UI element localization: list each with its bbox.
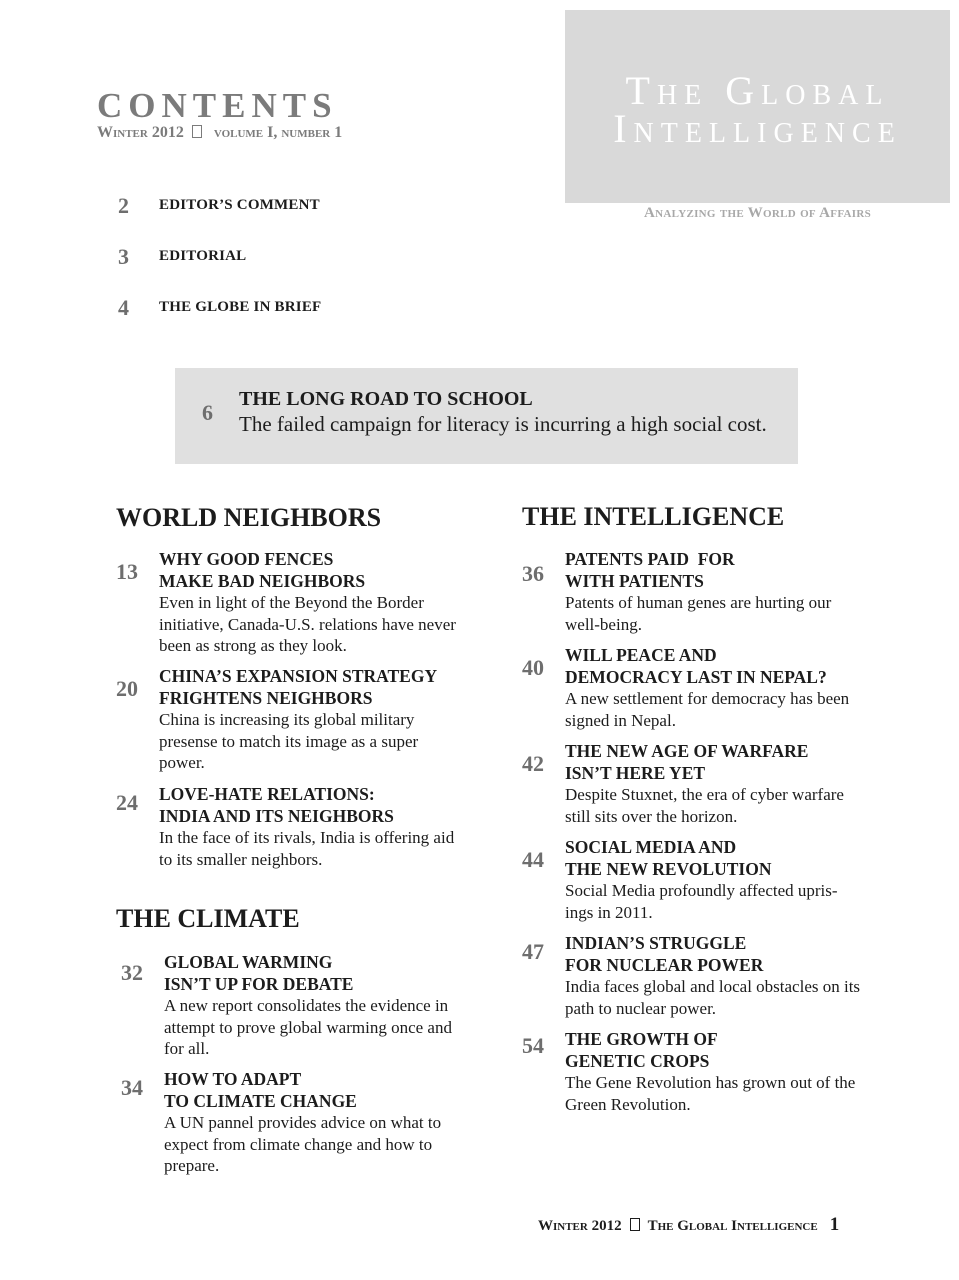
toc-page-number: 40	[522, 655, 544, 680]
toc-page-number: 47	[522, 939, 544, 964]
toc-title: WILL PEACE AND DEMOCRACY LAST IN NEPAL?	[565, 645, 827, 687]
footer-publication: The Global Intelligence	[647, 1218, 818, 1234]
separator-box-icon	[192, 125, 202, 138]
toc-title: GLOBAL WARMING ISN’T UP FOR DEBATE	[164, 952, 354, 994]
toc-entry[interactable]	[522, 645, 850, 735]
toc-description: China is increasing its global military presense to match its image as a super power.	[159, 710, 419, 772]
toc-title: THE GLOBE IN BRIEF	[159, 299, 322, 315]
toc-page-number: 32	[121, 960, 143, 985]
publication-title-line1: The Global	[625, 68, 890, 113]
footer-page-number: 1	[829, 1214, 840, 1235]
footer-season: Winter 2012	[538, 1218, 622, 1234]
toc-entry[interactable]	[522, 1029, 856, 1119]
toc-page-number: 34	[121, 1075, 143, 1100]
page-footer	[538, 1214, 839, 1236]
toc-description: In the face of its rivals, India is offering aid to its smaller neighbors.	[159, 828, 455, 869]
toc-page-number: 20	[116, 676, 138, 701]
toc-title: HOW TO ADAPT TO CLIMATE CHANGE	[164, 1069, 357, 1111]
toc-entry[interactable]	[522, 549, 842, 639]
toc-entry[interactable]	[116, 784, 455, 874]
toc-title: EDITORIAL	[159, 248, 247, 264]
contents-heading: CONTENTS	[97, 86, 338, 125]
feature-description: The failed campaign for literacy is incurring a high social cost.	[239, 412, 767, 436]
toc-title: PATENTS PAID FOR WITH PATIENTS	[565, 549, 735, 591]
toc-description: The Gene Revolution has grown out of the Green Revolution.	[565, 1073, 856, 1114]
toc-title: INDIAN’S STRUGGLE FOR NUCLEAR POWER	[565, 933, 764, 975]
toc-description: A UN pannel provides advice on what to expect from climate change and how to prepare.	[164, 1113, 442, 1175]
toc-page-number: 44	[522, 847, 544, 872]
masthead-box	[565, 10, 950, 203]
toc-description: India faces global and local obstacles on its path to nuclear power.	[565, 977, 861, 1018]
publication-title	[565, 68, 950, 151]
toc-entry[interactable]	[121, 952, 452, 1062]
issue-volume: volume I, number 1	[213, 124, 343, 141]
publication-tagline: Analyzing the World of Affairs	[643, 205, 872, 221]
toc-entry[interactable]	[522, 741, 842, 831]
toc-page-number: 4	[118, 295, 129, 320]
toc-title: THE NEW AGE OF WARFARE ISN’T HERE YET	[565, 741, 809, 783]
toc-item-globe-in-brief[interactable]	[118, 295, 418, 319]
toc-entry[interactable]	[522, 933, 861, 1023]
publication-title-line2: Intelligence	[613, 106, 902, 151]
feature-page-number: 6	[202, 400, 213, 425]
section-heading-world-neighbors: WORLD NEIGHBORS	[116, 503, 382, 532]
toc-title: CHINA’S EXPANSION STRATEGY FRIGHTENS NEIGHBORS	[159, 666, 438, 708]
toc-title: SOCIAL MEDIA AND THE NEW REVOLUTION	[565, 837, 772, 879]
toc-page-number: 42	[522, 751, 544, 776]
issue-season: Winter 2012	[97, 124, 184, 141]
separator-box-icon	[630, 1218, 640, 1231]
toc-title: EDITOR’S COMMENT	[159, 197, 320, 213]
toc-page-number: 3	[118, 244, 129, 269]
toc-title: LOVE-HATE RELATIONS: INDIA AND ITS NEIGHBORS	[159, 784, 394, 826]
toc-description: A new settlement for democracy has been signed in Nepal.	[565, 689, 850, 730]
toc-description: Even in light of the Beyond the Border initiative, Canada-U.S. relations have never been as strong as they look.	[159, 593, 456, 655]
section-heading-the-intelligence: THE INTELLIGENCE	[522, 502, 785, 531]
toc-item-editors-comment[interactable]	[118, 193, 418, 217]
toc-entry[interactable]	[116, 666, 436, 776]
toc-entry[interactable]	[522, 837, 842, 927]
toc-description: Social Media profoundly affected upris-ings in 2011.	[565, 881, 838, 922]
section-heading-the-climate: THE CLIMATE	[116, 904, 300, 933]
toc-entry[interactable]	[121, 1069, 441, 1179]
toc-page-number: 54	[522, 1033, 544, 1058]
toc-title: THE GROWTH OF GENETIC CROPS	[565, 1029, 718, 1071]
toc-item-editorial[interactable]	[118, 244, 418, 268]
toc-title: WHY GOOD FENCES MAKE BAD NEIGHBORS	[159, 549, 366, 591]
toc-description: Patents of human genes are hurting our well-being.	[565, 593, 832, 634]
toc-entry[interactable]	[116, 549, 456, 659]
toc-page-number: 36	[522, 561, 544, 586]
toc-page-number: 13	[116, 559, 138, 584]
feature-title: THE LONG ROAD TO SCHOOL	[239, 388, 533, 410]
toc-page-number: 24	[116, 790, 138, 815]
toc-page-number: 2	[118, 193, 129, 218]
issue-line	[97, 124, 342, 142]
feature-story[interactable]	[175, 368, 798, 464]
toc-description: A new report consolidates the evidence in attempt to prove global warming once and for all.	[164, 996, 452, 1058]
toc-description: Despite Stuxnet, the era of cyber warfare still sits over the horizon.	[565, 785, 844, 826]
